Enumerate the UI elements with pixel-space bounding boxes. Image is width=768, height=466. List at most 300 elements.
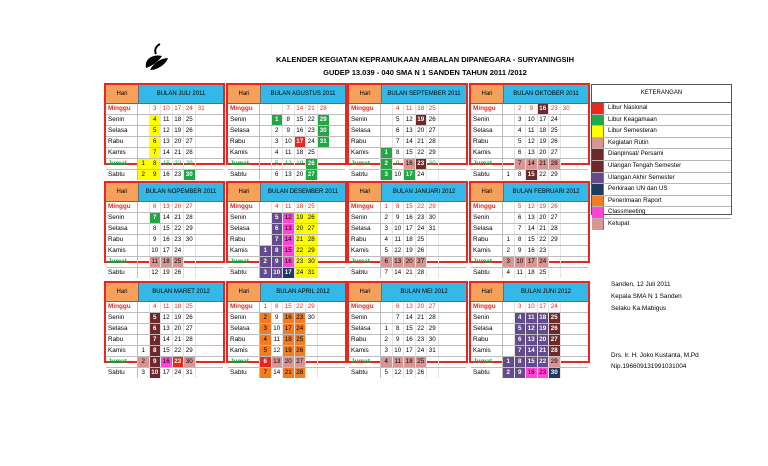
date-cell: 25 [184,115,196,125]
date-cell [138,115,150,125]
week-day-row [349,246,466,257]
date-cell: 21 [538,159,550,169]
date-cell: 18 [526,268,538,278]
date-cell: 11 [526,126,538,136]
date-cell [138,335,150,345]
date-cell: 22 [295,302,307,312]
week-day-row [106,324,223,335]
date-cell: 29 [427,324,439,334]
date-cell: 13 [283,224,295,234]
date-cell: 15 [283,302,295,312]
date-cell [439,246,451,256]
week-day-row [471,302,588,313]
date-cell: 30 [184,170,196,180]
date-cell [503,313,515,323]
date-cell: 13 [404,302,416,312]
date-cell: 6 [150,137,162,147]
day-name: Jumat [471,357,503,367]
date-cell: 7 [515,159,527,169]
legend-item [592,103,731,115]
month-calendar [104,83,225,178]
date-cell [318,257,330,267]
date-cell: 7 [150,148,162,158]
date-cell [318,246,330,256]
week-day-row [106,368,223,378]
week-day-row [349,357,466,368]
day-name: Minggu [106,104,138,114]
date-cell: 28 [549,159,561,169]
date-cell: 24 [549,302,561,312]
date-cell: 7 [381,268,393,278]
date-cell [138,302,150,312]
date-cell [381,137,393,147]
legend-swatch [592,219,604,230]
week-day-row [349,137,466,148]
date-cell: 10 [272,324,284,334]
date-cell [439,368,451,378]
date-cell: 3 [260,268,272,278]
date-cell: 30 [427,159,439,169]
day-name: Senin [228,213,260,223]
date-cell: 17 [295,137,307,147]
date-cell: 28 [184,148,196,158]
month-calendar [226,83,347,178]
date-cell [196,235,208,245]
day-name: Minggu [349,202,381,212]
day-name: Selasa [106,224,138,234]
hari-header: Hari [349,85,382,103]
date-cell: 31 [318,137,330,147]
day-name: Minggu [228,104,260,114]
month-header [471,183,588,202]
month-name: BULAN JANUARI 2012 [382,183,466,201]
date-cell: 20 [404,257,416,267]
day-name: Kamis [106,346,138,356]
week-day-row [106,335,223,346]
date-cell [196,159,208,169]
date-cell: 26 [184,313,196,323]
day-name: Minggu [349,302,381,312]
date-cell: 13 [161,324,173,334]
date-cell: 4 [260,335,272,345]
date-cell: 9 [150,170,162,180]
date-cell: 21 [416,313,428,323]
date-cell: 7 [515,224,527,234]
week-day-row [349,335,466,346]
date-cell: 12 [150,268,162,278]
week-day-row [349,346,466,357]
date-cell: 10 [393,170,405,180]
week-day-row [228,324,345,335]
legend-swatch [592,184,604,195]
day-name: Sabtu [349,368,381,378]
week-day-row [228,104,345,115]
date-cell [381,104,393,114]
date-cell: 29 [549,235,561,245]
day-name: Senin [349,313,381,323]
date-cell: 30 [318,126,330,136]
date-cell: 13 [393,257,405,267]
date-cell: 6 [515,335,527,345]
date-cell [260,148,272,158]
date-cell [196,268,208,278]
week-day-row [228,313,345,324]
date-cell [561,137,573,147]
date-cell: 7 [260,368,272,378]
date-cell: 25 [549,313,561,323]
date-cell: 10 [150,246,162,256]
day-name: Jumat [349,357,381,367]
day-name: Minggu [471,104,503,114]
date-cell: 19 [538,137,550,147]
week-day-row [228,202,345,213]
date-cell: 21 [306,104,318,114]
date-cell: 21 [283,368,295,378]
legend-item [592,115,731,127]
date-cell [196,137,208,147]
date-cell: 27 [549,335,561,345]
date-cell [196,302,208,312]
day-name: Rabu [106,137,138,147]
document-subtitle: GUDEP 13.039 - 040 SMA N 1 SANDEN TAHUN 2011 /2012 [323,68,527,77]
date-cell: 4 [150,302,162,312]
date-cell [503,104,515,114]
date-cell: 16 [404,335,416,345]
date-cell [439,224,451,234]
hari-header: Hari [106,183,139,201]
legend-item [592,173,731,185]
date-cell: 8 [150,346,162,356]
date-cell [138,246,150,256]
date-cell [318,313,330,323]
date-cell: 11 [526,313,538,323]
date-cell: 9 [393,335,405,345]
day-name: Kamis [349,346,381,356]
legend-swatch [592,149,604,160]
date-cell [318,235,330,245]
date-cell: 18 [416,104,428,114]
date-cell: 3 [381,224,393,234]
week-day-row [106,202,223,213]
week-day-row [228,235,345,246]
date-cell [549,257,561,267]
date-cell [561,324,573,334]
date-cell: 13 [526,148,538,158]
date-cell: 24 [173,246,185,256]
day-name: Jumat [471,159,503,169]
week-day-row [228,302,345,313]
signature-position-2: Selaku Ka.Mabigus [611,305,667,312]
legend-item [592,184,731,196]
date-cell: 9 [526,104,538,114]
date-cell: 3 [260,324,272,334]
date-cell: 23 [416,213,428,223]
date-cell: 22 [538,235,550,245]
week-day-row [471,313,588,324]
day-name: Rabu [349,137,381,147]
week-day-row [471,357,588,368]
day-name: Sabtu [228,268,260,278]
month-calendar [469,83,590,178]
date-cell [260,137,272,147]
date-cell: 26 [306,159,318,169]
date-cell [503,335,515,345]
legend-list [592,103,731,230]
date-cell [439,104,451,114]
date-cell: 16 [283,257,295,267]
date-cell [306,368,318,378]
date-cell: 15 [161,346,173,356]
date-cell: 29 [306,246,318,256]
legend-swatch [592,173,604,184]
date-cell: 21 [173,148,185,158]
date-cell [318,170,330,180]
date-cell [439,257,451,267]
date-cell: 6 [515,148,527,158]
date-cell [381,126,393,136]
date-cell [196,368,208,378]
month-name: BULAN SEPTEMBER 2011 [382,85,466,103]
date-cell: 24 [295,268,307,278]
date-cell: 19 [295,213,307,223]
date-cell: 14 [404,313,416,323]
day-name: Selasa [471,126,503,136]
date-cell: 14 [161,213,173,223]
date-cell: 24 [306,137,318,147]
date-cell [196,170,208,180]
week-day-row [106,224,223,235]
date-cell: 18 [538,126,550,136]
day-name: Jumat [471,257,503,267]
date-cell [306,357,318,367]
date-cell [196,313,208,323]
hari-header: Hari [349,283,382,301]
date-cell: 8 [272,302,284,312]
date-cell [184,257,196,267]
date-cell: 22 [173,159,185,169]
date-cell [439,335,451,345]
date-cell: 23 [173,357,185,367]
date-cell: 9 [272,313,284,323]
date-cell: 22 [416,324,428,334]
date-cell: 27 [184,324,196,334]
date-cell [439,346,451,356]
date-cell [561,235,573,245]
document-title: KALENDER KEGIATAN KEPRAMUKAAN AMBALAN DIPANEGARA - SURYANINGSIH [275,55,575,64]
month-name: BULAN MEI 2012 [382,283,466,301]
week-day-row [228,115,345,126]
date-cell [561,313,573,323]
day-name: Sabtu [471,170,503,180]
legend-swatch [592,161,604,172]
date-cell: 1 [260,302,272,312]
date-cell: 29 [306,302,318,312]
week-day-row [106,115,223,126]
date-cell: 27 [427,126,439,136]
date-cell: 5 [393,115,405,125]
date-cell: 22 [538,170,550,180]
date-cell: 14 [295,104,307,114]
date-cell: 28 [306,235,318,245]
date-cell [561,115,573,125]
legend-title: KETERANGAN [592,85,731,103]
date-cell [196,257,208,267]
date-cell: 30 [184,357,196,367]
month-header [106,85,223,104]
date-cell: 21 [538,346,550,356]
date-cell: 15 [161,159,173,169]
month-name: BULAN AGUSTUS 2011 [261,85,345,103]
legend-item [592,126,731,138]
week-day-row [349,213,466,224]
date-cell: 11 [272,335,284,345]
date-cell [427,368,439,378]
date-cell: 27 [184,137,196,147]
date-cell: 17 [283,268,295,278]
date-cell: 5 [515,137,527,147]
day-name: Jumat [228,257,260,267]
date-cell: 11 [515,268,527,278]
week-day-row [228,170,345,180]
date-cell [503,126,515,136]
date-cell: 23 [295,313,307,323]
date-cell [306,335,318,345]
date-cell: 24 [416,346,428,356]
date-cell: 7 [393,313,405,323]
date-cell: 3 [381,346,393,356]
date-cell: 12 [272,346,284,356]
date-cell: 24 [538,257,550,267]
date-cell: 15 [283,246,295,256]
date-cell: 19 [404,246,416,256]
date-cell: 20 [173,137,185,147]
date-cell: 19 [416,115,428,125]
date-cell: 22 [538,357,550,367]
date-cell [549,246,561,256]
date-cell [196,115,208,125]
date-cell: 29 [184,346,196,356]
date-cell: 3 [138,368,150,378]
date-cell: 25 [416,235,428,245]
week-day-row [471,246,588,257]
month-header [228,85,345,104]
date-cell: 9 [393,159,405,169]
date-cell: 29 [427,202,439,212]
week-day-row [349,159,466,170]
week-day-row [228,368,345,378]
day-name: Jumat [228,159,260,169]
day-name: Selasa [471,324,503,334]
date-cell [381,313,393,323]
date-cell [318,324,330,334]
month-header [349,85,466,104]
date-cell: 23 [173,235,185,245]
date-cell: 11 [393,357,405,367]
week-day-row [349,324,466,335]
date-cell: 24 [549,115,561,125]
date-cell: 2 [503,368,515,378]
date-cell [439,268,451,278]
date-cell [427,170,439,180]
date-cell: 17 [538,302,550,312]
date-cell: 25 [416,357,428,367]
date-cell [561,126,573,136]
date-cell: 29 [549,170,561,180]
date-cell: 2 [260,257,272,267]
legend-label: Perkiraan UN dan US [608,185,668,193]
month-calendar [226,281,347,376]
day-name: Rabu [471,235,503,245]
month-calendar [347,281,468,376]
date-cell: 30 [306,257,318,267]
week-day-row [349,115,466,126]
date-cell: 2 [381,159,393,169]
date-cell: 1 [503,357,515,367]
month-header [471,283,588,302]
day-name: Selasa [106,324,138,334]
week-day-row [471,257,588,268]
date-cell [561,257,573,267]
week-day-row [228,346,345,357]
date-cell: 27 [295,357,307,367]
date-cell: 6 [515,213,527,223]
date-cell: 7 [283,104,295,114]
date-cell: 5 [150,313,162,323]
date-cell [196,202,208,212]
date-cell [196,148,208,158]
date-cell: 19 [538,324,550,334]
week-day-row [471,104,588,115]
date-cell [503,324,515,334]
date-cell: 9 [150,357,162,367]
date-cell: 18 [404,235,416,245]
day-name: Kamis [228,148,260,158]
date-cell [561,159,573,169]
day-name: Rabu [228,335,260,345]
month-name: BULAN MARET 2012 [139,283,223,301]
date-cell: 8 [283,115,295,125]
date-cell: 16 [526,368,538,378]
date-cell [196,335,208,345]
date-cell [318,302,330,312]
day-name: Sabtu [106,268,138,278]
date-cell [138,235,150,245]
date-cell: 13 [526,335,538,345]
date-cell: 26 [549,202,561,212]
date-cell [138,137,150,147]
date-cell [439,313,451,323]
date-cell: 26 [416,246,428,256]
date-cell: 15 [404,148,416,158]
day-name: Sabtu [471,268,503,278]
date-cell: 1 [381,324,393,334]
week-day-row [228,137,345,148]
date-cell [561,148,573,158]
date-cell [196,357,208,367]
date-cell: 3 [272,137,284,147]
date-cell: 2 [381,213,393,223]
date-cell: 17 [283,324,295,334]
date-cell [427,235,439,245]
legend-label: Libur Keagamaan [608,115,657,123]
date-cell [260,126,272,136]
hari-header: Hari [228,183,261,201]
week-day-row [228,159,345,170]
date-cell: 28 [427,137,439,147]
legend-label: Libur Semesteran [608,127,657,135]
hari-header: Hari [471,183,504,201]
date-cell [260,170,272,180]
